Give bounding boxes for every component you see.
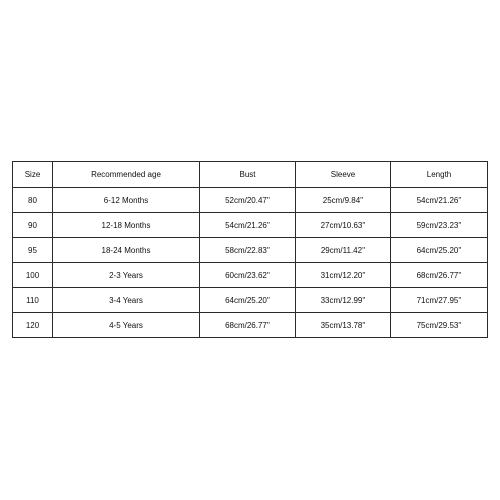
cell-size: 90	[13, 213, 53, 238]
cell-bust: 60cm/23.62''	[200, 263, 296, 288]
header-bust: Bust	[200, 162, 296, 188]
cell-recommended-age: 6-12 Months	[53, 188, 200, 213]
table-header	[13, 162, 488, 188]
cell-bust: 64cm/25.20''	[200, 288, 296, 313]
cell-length: 75cm/29.53''	[391, 313, 488, 338]
table-row	[13, 288, 488, 313]
header-recommended-age: Recommended age	[53, 162, 200, 188]
table-body	[13, 188, 488, 338]
header-length: Length	[391, 162, 488, 188]
cell-length: 54cm/21.26''	[391, 188, 488, 213]
size-chart-table	[12, 161, 488, 338]
cell-sleeve: 33cm/12.99''	[296, 288, 391, 313]
cell-sleeve: 31cm/12.20''	[296, 263, 391, 288]
cell-bust: 68cm/26.77''	[200, 313, 296, 338]
cell-recommended-age: 12-18 Months	[53, 213, 200, 238]
cell-size: 80	[13, 188, 53, 213]
table-row	[13, 238, 488, 263]
cell-bust: 52cm/20.47''	[200, 188, 296, 213]
cell-recommended-age: 2-3 Years	[53, 263, 200, 288]
cell-length: 59cm/23.23''	[391, 213, 488, 238]
cell-size: 100	[13, 263, 53, 288]
cell-recommended-age: 3-4 Years	[53, 288, 200, 313]
header-sleeve: Sleeve	[296, 162, 391, 188]
cell-sleeve: 25cm/9.84''	[296, 188, 391, 213]
cell-sleeve: 35cm/13.78''	[296, 313, 391, 338]
table-row	[13, 213, 488, 238]
cell-size: 95	[13, 238, 53, 263]
table-row	[13, 313, 488, 338]
header-size: Size	[13, 162, 53, 188]
cell-sleeve: 29cm/11.42''	[296, 238, 391, 263]
cell-length: 68cm/26.77''	[391, 263, 488, 288]
cell-sleeve: 27cm/10.63''	[296, 213, 391, 238]
cell-recommended-age: 4-5 Years	[53, 313, 200, 338]
cell-bust: 58cm/22.83''	[200, 238, 296, 263]
cell-size: 110	[13, 288, 53, 313]
cell-size: 120	[13, 313, 53, 338]
header-row	[13, 162, 488, 188]
table-row	[13, 263, 488, 288]
cell-length: 71cm/27.95''	[391, 288, 488, 313]
cell-recommended-age: 18-24 Months	[53, 238, 200, 263]
cell-length: 64cm/25.20''	[391, 238, 488, 263]
table-row	[13, 188, 488, 213]
cell-bust: 54cm/21.26''	[200, 213, 296, 238]
